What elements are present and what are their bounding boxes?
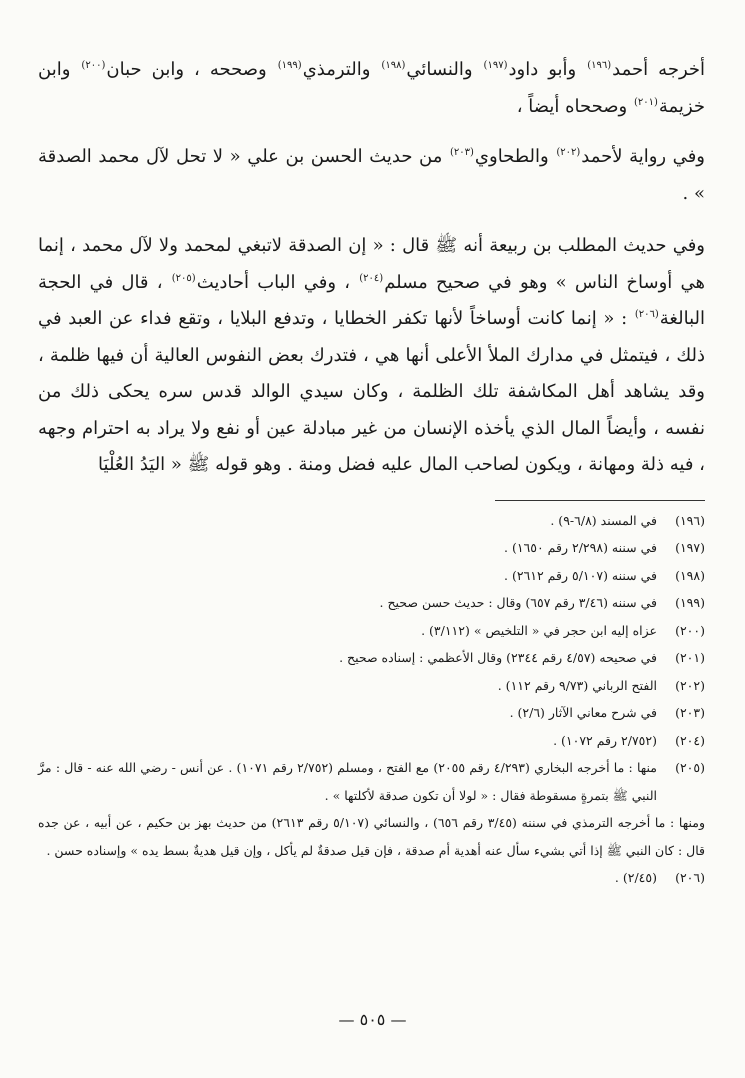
text-run: وفي رواية لأحمد xyxy=(581,146,705,167)
footnote-ref[interactable]: (٢٠١) xyxy=(633,96,658,108)
footnote-text: في سننه (٢/٢٩٨ رقم ١٦٥٠) . xyxy=(504,540,657,555)
footnote-ref[interactable]: (١٩٨) xyxy=(381,60,406,71)
footnote-continuation xyxy=(38,809,705,864)
footnote-ref[interactable]: (١٩٩) xyxy=(277,60,302,71)
footnote-ref[interactable]: (٢٠٣) xyxy=(449,147,474,158)
footnote-item xyxy=(38,727,705,755)
text-run: ، وفي الباب أحاديث xyxy=(196,271,359,293)
footnote-number: (٢٠١) xyxy=(675,650,705,665)
footnote-ref[interactable]: (٢٠٠) xyxy=(81,60,106,71)
footnote-number: (٢٠٠) xyxy=(675,622,705,638)
text-run: : « إنما كانت أوساخاً لأنها تكفر الخطايا ، وتدفع البلايا ، وتقع فداء عن العبد في ذلك ، فيتمثل في مدارك الملأ الأعلى أنها هي ، فتدرك بعض النفوس العالية أن فيها ظلمة ، وقد يشاهد أهل المكاشفة تلك الظلمة ، وكان سيدي الوالد قدس سره يحكى ذلك من نفسه ، وأيضاً المال الذي يأخذه الإنسان من غير مبادلة عين أو نفع ولا يراد به احترام وجهه ، فيه ذلة ومهانة ، ويكون لصاحب المال عليه فضل ومنة . وهو قوله ﷺ « اليَدُ العُلْيَا xyxy=(38,308,705,475)
footnote-text: الفتح الرباني (٩/٧٣ رقم ١١٢) . xyxy=(497,677,657,693)
footnote-item xyxy=(38,534,705,562)
footnote-text: (٢/٤٥) . xyxy=(614,870,657,885)
footnote-item xyxy=(38,589,705,617)
footnote-item xyxy=(38,562,705,590)
text-run: أخرجه أحمد xyxy=(612,59,706,80)
footnote-item xyxy=(38,754,705,809)
footnote-item xyxy=(38,864,705,892)
footnote-number: (٢٠٢) xyxy=(675,677,705,693)
footnote-ref[interactable]: (٢٠٥) xyxy=(171,272,196,284)
text-run: والطحاوي xyxy=(474,146,556,167)
footnote-item xyxy=(38,644,705,672)
text-run: من حديث الحسن بن علي « لا تحل لآل محمد الصدقة » . xyxy=(38,146,705,204)
text-run: وصححه ، وابن حبان xyxy=(106,59,277,80)
paragraph-1 xyxy=(38,52,705,125)
footnote-number: (٢٠٣) xyxy=(675,705,705,720)
footnote-text: ومنها : ما أخرجه الترمذي في سننه (٣/٤٥ رقم ٦٥٦) ، والنسائي (٥/١٠٧ رقم ٢٦١٣) من حديث بهز بن حكيم ، عن أبيه ، عن جده قال : كان النبي ﷺ إذا أتي بشيء سأل عنه أهدية أم صدقة ، فإن قيل صدقةٌ لم يأكل ، وإن قيل هديةٌ بسط يده » وإسناده حسن . xyxy=(38,815,705,858)
text-run: وفي حديث المطلب بن ربيعة أنه ﷺ قال : « إن الصدقة لاتبغي لمحمد ولا لآل محمد ، إنما هي أوساخ الناس » وهو في صحيح مسلم xyxy=(38,235,706,293)
footnote-text: في صحيحه (٤/٥٧ رقم ٢٣٤٤) وقال الأعظمي : إسناده صحيح . xyxy=(339,650,657,665)
text-run: وابن خزيمة xyxy=(38,59,705,117)
footnotes xyxy=(38,507,705,892)
footnote-item xyxy=(38,507,705,535)
page-number: — ٥٠٥ — xyxy=(338,1010,407,1029)
text-run: والنسائي xyxy=(406,59,483,80)
paragraph-2 xyxy=(38,139,705,212)
footnote-number: (١٩٧) xyxy=(675,540,705,555)
footnote-ref[interactable]: (٢٠٦) xyxy=(634,309,659,320)
footnote-text: (٢/٧٥٢ رقم ١٠٧٢) . xyxy=(553,732,657,748)
footnote-item xyxy=(38,699,705,727)
text-run: والترمذي xyxy=(302,59,381,80)
footnote-text: في سننه (٥/١٠٧ رقم ٢٦١٢) . xyxy=(504,567,657,583)
footnote-divider xyxy=(495,500,705,501)
footnote-number: (١٩٦) xyxy=(675,512,705,528)
footnote-ref[interactable]: (١٩٦) xyxy=(587,60,612,71)
text-run: وأبو داود xyxy=(508,59,587,80)
footnote-number: (١٩٨) xyxy=(675,567,705,583)
text-run: ، قال في الحجة البالغة xyxy=(38,271,705,329)
footnote-text: عزاه إليه ابن حجر في « التلخيص » (٣/١١٢) . xyxy=(421,622,657,638)
footnote-text: في المسند (٦/٨-٩) . xyxy=(550,512,657,528)
footnote-item xyxy=(38,617,705,645)
footnote-ref[interactable]: (٢٠٤) xyxy=(359,272,384,284)
footnote-text: منها : ما أخرجه البخاري (٤/٢٩٣ رقم ٢٠٥٥) مع الفتح ، ومسلم (٢/٧٥٢ رقم ١٠٧١) . عن أنس - رضي الله عنه - قال : مرَّ النبي ﷺ بتمرةٍ مسقوطة فقال : « لولا أن تكون صدقة لأكلتها » . xyxy=(38,760,658,803)
footnote-text: في شرح معاني الآثار (٢/٦) . xyxy=(509,705,657,720)
paragraph-3 xyxy=(38,228,705,484)
footnote-ref[interactable]: (٢٠٢) xyxy=(556,147,581,158)
footnote-number: (٢٠٤) xyxy=(675,732,705,748)
footnote-number: (١٩٩) xyxy=(675,595,705,610)
text-run: وصححاه أيضاً ، xyxy=(516,95,633,117)
footnote-number: (٢٠٦) xyxy=(675,870,705,885)
footnote-ref[interactable]: (١٩٧) xyxy=(483,60,508,71)
footnote-text: في سننه (٣/٤٦ رقم ٦٥٧) وقال : حديث حسن صحيح . xyxy=(379,595,657,610)
footnote-item xyxy=(38,672,705,700)
footnote-number: (٢٠٥) xyxy=(675,760,705,775)
